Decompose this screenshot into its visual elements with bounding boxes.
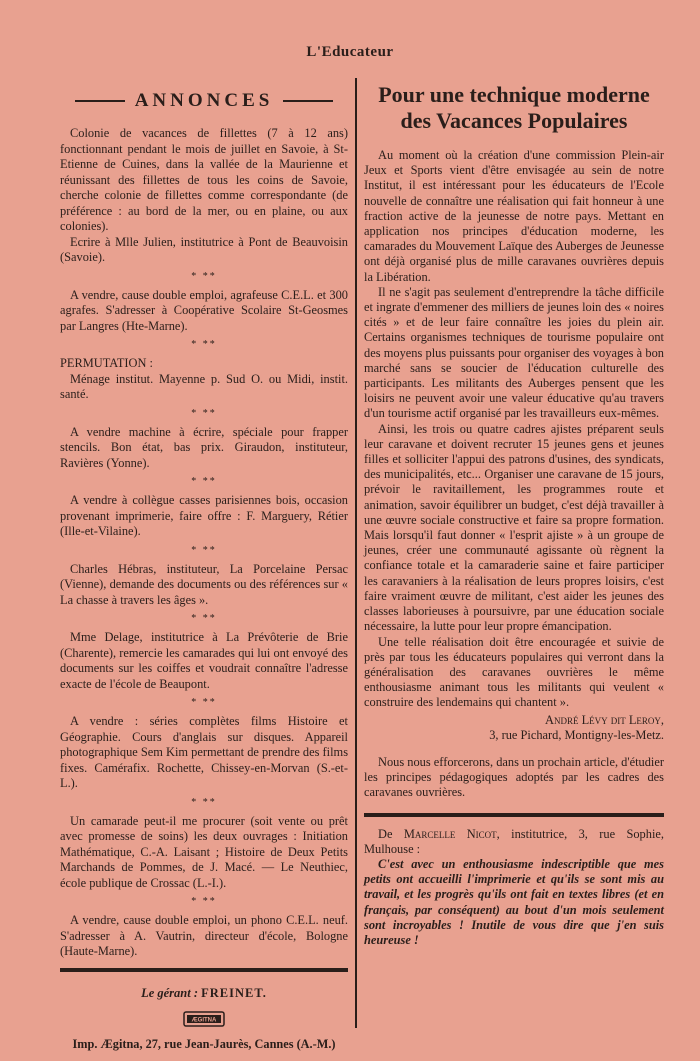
annonces-column	[60, 86, 348, 1052]
separator-stars: * **	[191, 270, 217, 282]
ad-permutation-heading: PERMUTATION :	[60, 356, 153, 370]
heading-rule-right	[283, 100, 333, 102]
separator-stars: * **	[191, 697, 217, 708]
letter-author: Marcelle Nicot,	[403, 826, 500, 841]
separator-stars: * **	[191, 476, 217, 487]
ad-colonie: Colonie de vacances de fillettes (7 à 12 ans) fonctionnant pendant le mois de juillet en Savoie, à St-Etienne de Cuines, dans la vallée de la Maurienne et réunissant des fillettes de tous les coins de Savoie, cherche colonie de fillettes comme correspondante (de préférence : au bord de la mer, ou en plaine, ou aux colonies).	[60, 126, 348, 233]
separator-stars: * **	[191, 896, 217, 907]
imprint-line: Imp. Ægitna, 27, rue Jean-Jaurès, Cannes (A.-M.)	[72, 1036, 336, 1051]
separator-stars: * **	[191, 407, 217, 419]
ad-phono: A vendre, cause double emploi, un phono C.E.L. neuf. S'adresser à A. Vautrin, directeur d'école, Bologne (Haute-Marne).	[60, 913, 348, 958]
svg-text:ÆGITNA: ÆGITNA	[191, 1017, 217, 1023]
article-title-line1: Pour une technique moderne	[378, 82, 650, 107]
separator-stars: * **	[191, 339, 217, 350]
gerant-name: FREINET.	[201, 985, 267, 1000]
separator-stars: * **	[191, 796, 217, 808]
ad-ouvrages: Un camarade peut-il me procurer (soit vente ou prêt avec promesse de soins) les deux ouvrages : Initiation Mathématique, C.-A. Laisant ; Histoire de Deux Petits Marchands de Pommes, de J. Macé. — Le Neuthiec, école publique de Crossac (L.-I.).	[60, 813, 348, 890]
annonces-title: ANNONCES	[134, 90, 274, 111]
article-paragraph: Au moment où la création d'une commission Plein-air Jeux et Sports vient d'être envisagée au sein de notre Institut, il est intéressant pour les éducateurs de l'Ecole nouvelle de connaître une réalisation qui fait honneur à une fraction active de la jeunesse de notre pays. Mettant en application nos principes d'éducation moderne, les camarades du Mouvement Laïque des Auberges de Jeunesse ont déjà organisé plus de mille caravanes ouvrières depuis la Libération.	[364, 148, 664, 284]
signature-address: 3, rue Pichard, Montigny-les-Metz.	[489, 727, 664, 742]
ad-machine-ecrire: A vendre machine à écrire, spéciale pour frapper stencils. Bon état, bas prix. Giraudon, instituteur, Ravières (Yonne).	[60, 424, 348, 470]
annonces-heading	[60, 90, 348, 112]
article-column	[364, 82, 664, 948]
section-rule	[364, 813, 664, 817]
running-title: L'Educateur	[306, 44, 394, 60]
letter-intro-prefix: De	[378, 826, 393, 841]
letter-quote: C'est avec un enthousiasme indescriptible que mes petits ont accueilli l'imprimerie et qu'ils se sont mis au travail, et les progrès qu'ils ont fait en textes libres (et en français, par conséquent) au bout d'un mois seulement sont incroyables ! Inutile de vous dire que j'en suis heureuse !	[364, 856, 664, 947]
article-paragraph: Une telle réalisation doit être encouragée et suivie de près par tous les éducateurs populaires qui verront dans la généralisation des caravanes ouvrières le même enthousiasme animant tous les militants qui veulent « construire des lendemains qui chantent ».	[364, 634, 664, 710]
article-paragraph: Ainsi, les trois ou quatre cadres ajistes préparent seuls leur caravane et doivent recruter 15 jeunes gens et jeunes filles et solliciter l'appui des patrons d'usines, des syndicats, des municipalités, etc... Organiser une caravane de 15 jours, prévoir le ravitaillement, les programmes route et animation, savoir équilibrer un budget, c'est déjà travailler à une œuvre sociale constructive et faire sa propre formation. Mais lorsqu'il faut donner « l'esprit ajiste » à un groupe de jeunes, créer une communauté agissante où règnent la confiance totale et la camaraderie saine et faire participer les caravaniers à la réalisation de leurs propres loisirs, c'est faire vraiment œuvre de militant, c'est aider les jeunes des classes laborieuses à poursuivre, par une éducation sociale nécessaire, la lutte pour leur propre émancipation.	[364, 421, 664, 634]
article-paragraph: Il ne s'agit pas seulement d'entreprendre la tâche difficile et ingrate d'emmener des milliers de jeunes loin des « noires cités » et de leur faire connaître les joies du plein air. Certains organismes techniques de tourisme populaire ont des moyens plus puissants pour organiser des voyages à bon marché sans se soucier de l'éducation culturelle des participants. Les militants des Auberges pensent que les loisirs ne peuvent avoir une valeur éducative qu'au travers d'un tourisme actif organisé par les travailleurs eux-mêmes.	[364, 284, 664, 421]
signature-name: André Lévy dit Leroy,	[545, 712, 664, 727]
ad-delage: Mme Delage, institutrice à La Prévôterie de Brie (Charente), remercie les camarades qui lui ont envoyé des documents sur les coiffes et voudrait connaître l'adresse exacte de l'école de Beaupont.	[60, 630, 348, 691]
ad-permutation: Ménage institut. Mayenne p. Sud O. ou Midi, instit. santé.	[60, 371, 348, 401]
article-title	[364, 82, 664, 134]
heading-rule-left	[75, 100, 125, 102]
article-closing: Nous nous efforcerons, dans un prochain article, d'étudier les principes pédagogiques adoptés par les cadres des caravanes ouvrières.	[364, 754, 664, 800]
ad-colonie-contact: Ecrire à Mlle Julien, institutrice à Pont de Beauvoisin (Savoie).	[60, 234, 348, 264]
ad-hebras: Charles Hébras, instituteur, La Porcelaine Persac (Vienne), demande des documents ou des références sur « La chasse à travers les âges ».	[60, 561, 348, 607]
gerant-label: Le gérant :	[141, 985, 199, 1000]
printer-logo-icon	[183, 1009, 225, 1029]
ad-films: A vendre : séries complètes films Histoire et Géographie. Cours d'anglais sur disques. Appareil photographique Sem Kim permettant de prendre des films fixes. Camérafix. Rochette, Chissey-en-Morvan (S.-et-L.).	[60, 714, 349, 790]
separator-stars: * **	[191, 613, 217, 624]
letter-intro-rest: institutrice, 3, rue Sophie, Mulhouse :	[364, 826, 664, 856]
article-title-line2: des Vacances Populaires	[400, 108, 628, 133]
article-signature	[364, 713, 664, 743]
article-body	[364, 148, 664, 801]
section-rule	[60, 968, 348, 972]
printer-logo	[60, 1009, 348, 1034]
separator-stars: * **	[191, 544, 217, 556]
ad-agrafeuse: A vendre, cause double emploi, agrafeuse C.E.L. et 300 agrafes. S'adresser à Coopérative Scolaire St-Geosmes par Langres (Hte-Marne).	[60, 287, 348, 333]
letter-intro	[364, 827, 664, 857]
gerant-line	[60, 986, 348, 1001]
column-divider	[355, 78, 357, 1028]
ad-casses: A vendre à collègue casses parisiennes bois, occasion provenant imprimerie, faire offre : F. Marguery, Rétier (Ille-et-Vilaine).	[60, 493, 348, 538]
